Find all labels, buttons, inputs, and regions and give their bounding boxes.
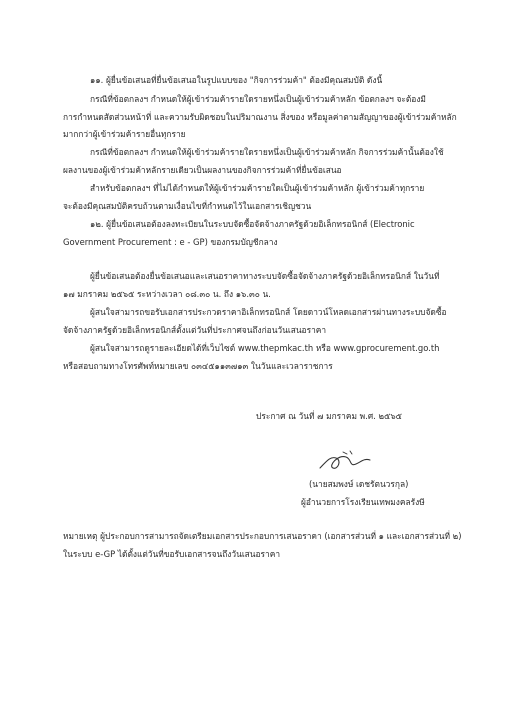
clause-11-text: ผลงานของผู้เข้าร่วมค้าหลักรายเดียวเป็นผลงานของกิจการร่วมค้าที่ยื่นข้อเสนอ xyxy=(63,165,342,175)
submission-text: ผู้ยื่นข้อเสนอต้องยื่นข้อเสนอและเสนอราคาทางระบบจัดซื้อจัดจ้างภาครัฐด้วยอิเล็กทรอนิกส์ ในวันที่ xyxy=(90,271,440,281)
signature-image xyxy=(316,448,374,476)
clause-11-text: มากกว่าผู้เข้าร่วมค้ารายอื่นทุกราย xyxy=(63,129,186,139)
clause-11-text: สำหรับข้อตกลงฯ ที่ไม่ได้กำหนดให้ผู้เข้าร่วมค้ารายใดเป็นผู้เข้าร่วมค้าหลัก ผู้เข้าร่วมค้าทุกราย xyxy=(90,183,425,193)
note-text: ในระบบ e-GP ได้ตั้งแต่วันที่ขอรับเอกสารจนถึงวันเสนอราคา xyxy=(63,549,281,559)
announcement-date: ประกาศ ณ วันที่ ๗ มกราคม พ.ศ. ๒๕๖๕ xyxy=(256,411,402,421)
signer-name: (นายสมพงษ์ เดชรัตนวรกุล) xyxy=(309,479,409,489)
clause-11-text: กรณีที่ข้อตกลงฯ กำหนดให้ผู้เข้าร่วมค้ารายใดรายหนึ่งเป็นผู้เข้าร่วมค้าหลัก ข้อตกลงฯ จะต้องมี xyxy=(90,94,426,104)
clause-11-text: กรณีที่ข้อตกลงฯ กำหนดให้ผู้เข้าร่วมค้ารายใดรายหนึ่งเป็นผู้เข้าร่วมค้าหลัก กิจการร่วมค้านั้นต้องใช้ xyxy=(90,147,444,157)
signer-title: ผู้อำนวยการโรงเรียนเทพมงคลรังษี xyxy=(301,497,425,507)
clause-11-heading: ๑๑. ผู้ยื่นข้อเสนอที่ยื่นข้อเสนอในรูปแบบของ "กิจการร่วมค้า" ต้องมีคุณสมบัติ ดังนี้ xyxy=(90,75,383,85)
note-text: หมายเหตุ ผู้ประกอบการสามารถจัดเตรียมเอกสารประกอบการเสนอราคา (เอกสารส่วนที่ ๑ และเอกสารส่วนที่ ๒) xyxy=(63,531,462,541)
contact-text: หรือสอบถามทางโทรศัพท์หมายเลข ๐๓๔๕๑๑๓๗๑๓ ในวันและเวลาราชการ xyxy=(63,361,333,371)
clause-11-text: จะต้องมีคุณสมบัติครบถ้วนตามเงื่อนไขที่กำหนดไว้ในเอกสารเชิญชวน xyxy=(63,201,312,211)
submission-text: ๑๗ มกราคม ๒๕๖๕ ระหว่างเวลา ๐๘.๓๐ น. ถึง ๑๖.๓๐ น. xyxy=(63,289,271,299)
clause-12-text: ๑๒. ผู้ยื่นข้อเสนอต้องลงทะเบียนในระบบจัดซื้อจัดจ้างภาครัฐด้วยอิเล็กทรอนิกส์ (Electronic xyxy=(90,219,415,229)
clause-12-text: Government Procurement : e - GP) ของกรมบัญชีกลาง xyxy=(63,237,278,247)
clause-11-text: การกำหนดสัดส่วนหน้าที่ และความรับผิดชอบในปริมาณงาน สิ่งของ หรือมูลค่าตามสัญญาของผู้เข้าร่วมค้าหลัก xyxy=(63,112,457,122)
contact-text: ผู้สนใจสามารถดูรายละเอียดได้ที่เว็บไซต์ www.thepmkac.th หรือ www.gprocurement.go.th xyxy=(90,343,440,353)
download-text: ผู้สนใจสามารถขอรับเอกสารประกวดราคาอิเล็กทรอนิกส์ โดยดาวน์โหลดเอกสารผ่านทางระบบจัดซื้อ xyxy=(90,307,447,317)
download-text: จัดจ้างภาครัฐด้วยอิเล็กทรอนิกส์ตั้งแต่วันที่ประกาศจนถึงก่อนวันเสนอราคา xyxy=(63,325,327,335)
